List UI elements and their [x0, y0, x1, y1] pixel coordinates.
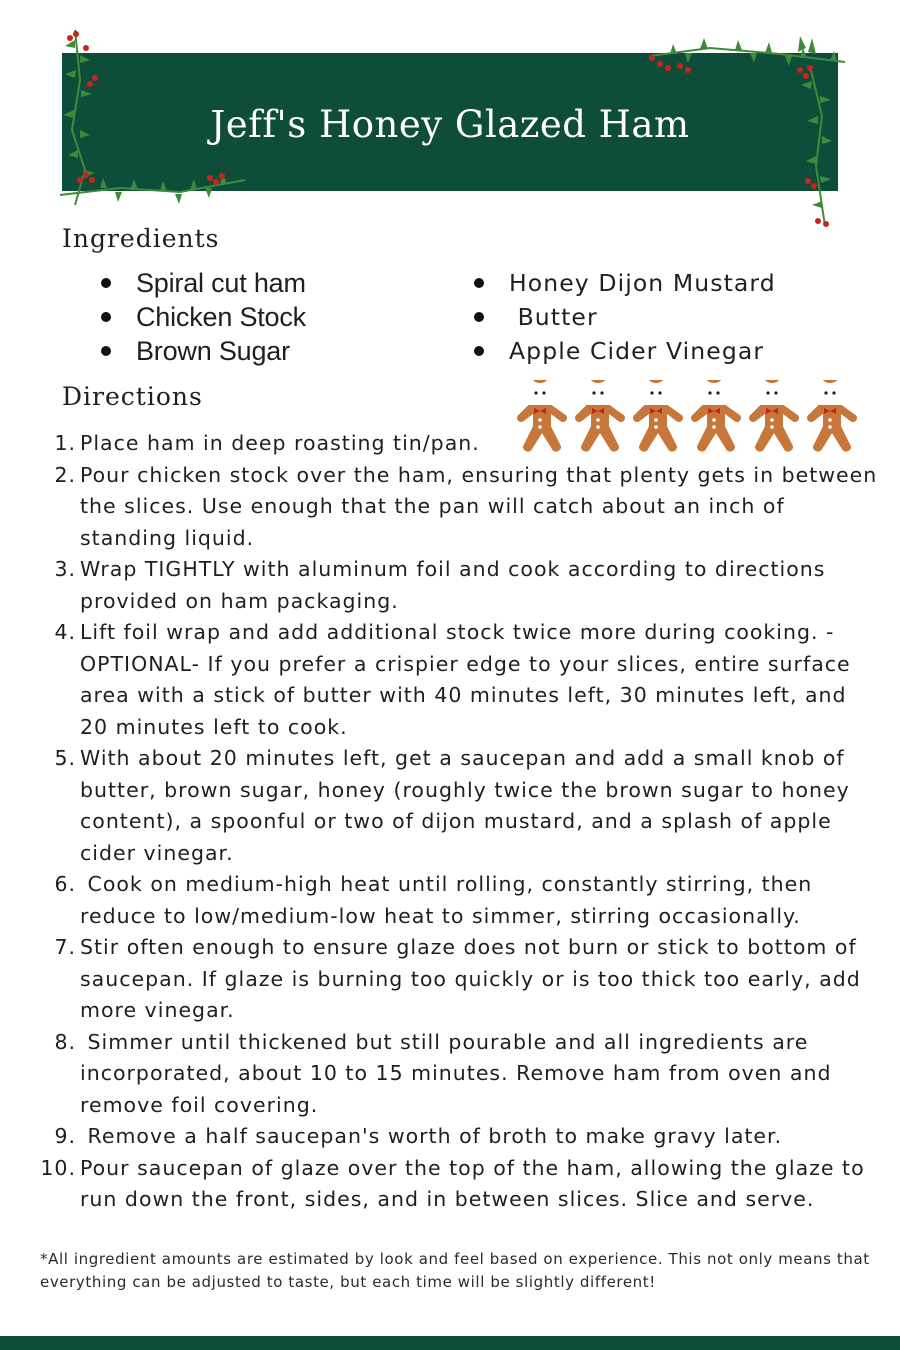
- step-number: 3.: [54, 557, 76, 581]
- step-number: 2.: [54, 462, 76, 487]
- list-item: [40, 428, 880, 460]
- bottom-bar: [0, 1336, 900, 1350]
- step-number: 8.: [54, 1029, 76, 1054]
- step-number: 10.: [40, 1155, 76, 1180]
- step-text: Wrap TIGHTLY with aluminum foil and cook according to directions provided on ham packaging.: [80, 557, 826, 613]
- list-item: [40, 1027, 880, 1122]
- list-item: Apple Cider Vinegar: [474, 334, 776, 368]
- step-number: 1.: [54, 431, 76, 455]
- step-number: 9.: [54, 1124, 76, 1148]
- bullet-icon: [474, 346, 484, 356]
- step-text: Pour chicken stock over the ham, ensuring that plenty gets in between the slices. Use enough that the pan will catch about an inch of standing liquid.: [80, 462, 878, 550]
- step-number: 6.: [54, 872, 76, 896]
- step-number: 4.: [54, 620, 76, 644]
- step-text: Pour saucepan of glaze over the top of the ham, allowing the glaze to run down the front, sides, and in between slices. Slice and serve.: [80, 1155, 865, 1211]
- directions-list: [40, 428, 880, 1216]
- list-item: Honey Dijon Mustard: [474, 266, 776, 300]
- list-item: [40, 460, 880, 555]
- list-item: [40, 743, 880, 869]
- ingredients-list-left: [101, 266, 306, 368]
- list-item: [40, 617, 880, 743]
- holly-garland-icon: [40, 20, 260, 220]
- step-number: 7.: [54, 935, 76, 959]
- bullet-icon: [101, 278, 111, 288]
- step-text: Place ham in deep roasting tin/pan.: [80, 431, 480, 455]
- directions-heading: Directions: [62, 382, 203, 411]
- list-item: [40, 554, 880, 617]
- list-item: Brown Sugar: [101, 334, 306, 368]
- list-item: [40, 1121, 880, 1153]
- bullet-icon: [474, 312, 484, 322]
- footnote: *All ingredient amounts are estimated by look and feel based on experience. This not only means that everything can be adjusted to taste, but each time will be slightly different!: [40, 1250, 870, 1291]
- step-text: Lift foil wrap and add additional stock twice more during cooking. -OPTIONAL- If you prefer a crispier edge to your slices, entire surface area with a stick of butter with 40 minutes left, 30 minutes left, and 20 minutes left to cook.: [80, 620, 851, 739]
- bullet-icon: [101, 346, 111, 356]
- ingredients-heading: Ingredients: [62, 224, 220, 253]
- step-number: 5.: [54, 746, 76, 770]
- list-item: Spiral cut ham: [101, 266, 306, 300]
- step-text: With about 20 minutes left, get a saucepan and add a small knob of butter, brown sugar, honey (roughly twice the brown sugar to honey content), a spoonful or two of dijon mustard, and a splash of apple cider vinegar.: [80, 746, 850, 865]
- list-item: Chicken Stock: [101, 300, 306, 334]
- list-item: Butter: [474, 300, 776, 334]
- recipe-title: Jeff's Honey Glazed Ham: [210, 103, 690, 146]
- ingredients-list-right: [474, 266, 776, 368]
- list-item: [40, 1153, 880, 1216]
- holly-garland-icon: [640, 36, 860, 236]
- list-item: [40, 932, 880, 1027]
- step-text: Cook on medium-high heat until rolling, constantly stirring, then reduce to low/medium-low heat to simmer, stirring occasionally.: [80, 872, 820, 928]
- step-text: Remove a half saucepan's worth of broth to make gravy later.: [80, 1124, 783, 1148]
- bullet-icon: [474, 278, 484, 288]
- bullet-icon: [101, 312, 111, 322]
- list-item: [40, 869, 880, 932]
- step-text: Simmer until thickened but still pourable and all ingredients are incorporated, about 10 to 15 minutes. Remove ham from oven and remove foil covering.: [80, 1029, 840, 1117]
- step-text: Stir often enough to ensure glaze does not burn or stick to bottom of saucepan. If glaze is burning too quickly or is too thick too early, add more vinegar.: [80, 935, 861, 1022]
